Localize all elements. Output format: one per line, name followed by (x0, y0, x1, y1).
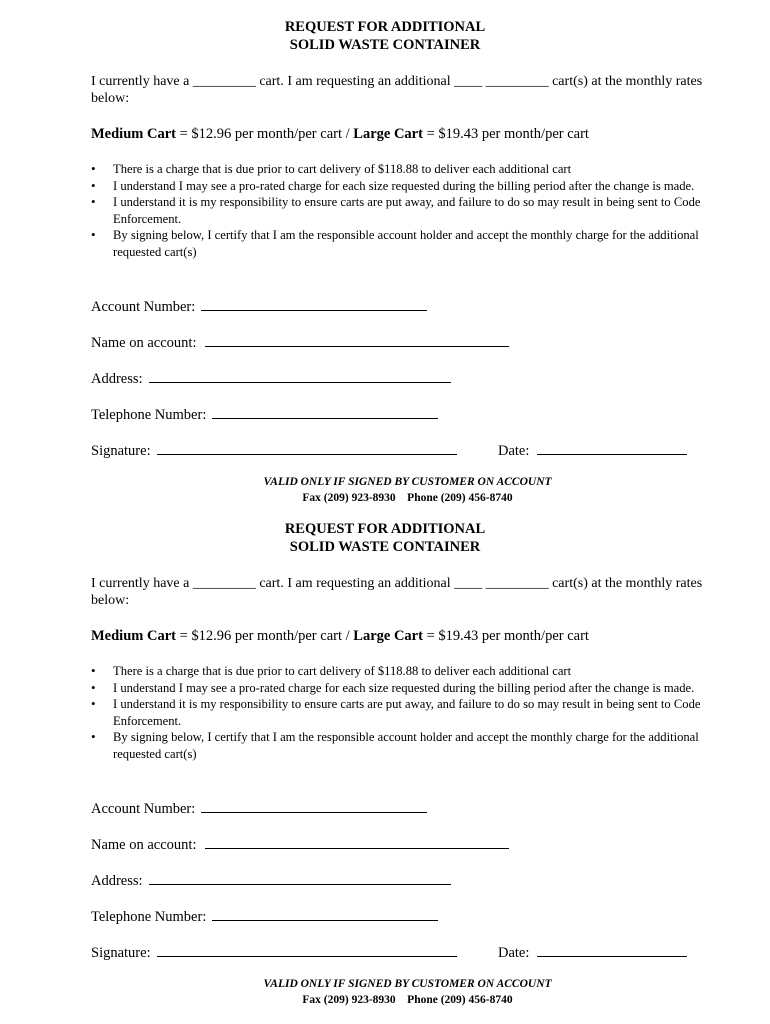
contact-info: Fax (209) 923-8930 Phone (209) 456-8740 (302, 994, 513, 1006)
request-form-2 (0, 520, 770, 1020)
title-line-2: SOLID WASTE CONTAINER (289, 37, 481, 53)
form-title (0, 520, 770, 556)
medium-cart-rate: = $12.96 per month/per cart / (175, 628, 354, 644)
rates-line (91, 628, 589, 645)
telephone-field (91, 908, 438, 926)
date-label: Date: (498, 945, 530, 961)
account-number-line[interactable] (201, 800, 427, 813)
date-label: Date: (498, 443, 530, 459)
address-field (91, 872, 451, 890)
address-label: Address: (91, 873, 143, 889)
rates-line (91, 126, 589, 143)
address-field (91, 370, 451, 388)
form-title (0, 18, 770, 54)
list-item: • There is a charge that is due prior to cart delivery of $118.88 to deliver each additional cart (91, 663, 721, 680)
large-cart-rate: = $19.43 per month/per cart (422, 126, 589, 142)
title-line-1: REQUEST FOR ADDITIONAL (284, 19, 486, 35)
date-field (498, 442, 687, 460)
list-item: • There is a charge that is due prior to cart delivery of $118.88 to deliver each additional cart (91, 161, 721, 178)
address-line[interactable] (149, 872, 451, 885)
name-label: Name on account: (91, 837, 197, 853)
telephone-line[interactable] (212, 406, 438, 419)
large-cart-label: Large Cart (353, 126, 423, 142)
validity-note: VALID ONLY IF SIGNED BY CUSTOMER ON ACCOUNT (263, 978, 552, 990)
account-number-line[interactable] (201, 298, 427, 311)
telephone-line[interactable] (212, 908, 438, 921)
name-line[interactable] (205, 836, 509, 849)
medium-cart-rate: = $12.96 per month/per cart / (175, 126, 354, 142)
signature-field (91, 442, 457, 460)
list-item: • I understand it is my responsibility to ensure carts are put away, and failure to do so may result in being sent to Code Enforcement. (91, 696, 721, 729)
list-item: • By signing below, I certify that I am the responsible account holder and accept the monthly charge for the additional requested cart(s) (91, 227, 721, 260)
telephone-field (91, 406, 438, 424)
terms-list (91, 161, 721, 261)
account-number-label: Account Number: (91, 801, 196, 817)
telephone-label: Telephone Number: (91, 407, 207, 423)
medium-cart-label: Medium Cart (91, 628, 176, 644)
account-number-field (91, 800, 427, 818)
address-line[interactable] (149, 370, 451, 383)
telephone-label: Telephone Number: (91, 909, 207, 925)
address-label: Address: (91, 371, 143, 387)
intro-paragraph: I currently have a _________ cart. I am requesting an additional ____ _________ cart(s) at the monthly rates below: (91, 576, 703, 608)
list-item: • I understand I may see a pro-rated charge for each size requested during the billing period after the change is made. (91, 680, 721, 697)
terms-list (91, 663, 721, 763)
intro-paragraph: I currently have a _________ cart. I am requesting an additional ____ _________ cart(s) at the monthly rates below: (91, 74, 703, 106)
account-number-label: Account Number: (91, 299, 196, 315)
signature-label: Signature: (91, 443, 151, 459)
name-label: Name on account: (91, 335, 197, 351)
large-cart-label: Large Cart (353, 628, 423, 644)
name-field (91, 836, 509, 854)
large-cart-rate: = $19.43 per month/per cart (422, 628, 589, 644)
list-item: • By signing below, I certify that I am the responsible account holder and accept the monthly charge for the additional requested cart(s) (91, 729, 721, 762)
title-line-1: REQUEST FOR ADDITIONAL (284, 521, 486, 537)
medium-cart-label: Medium Cart (91, 126, 176, 142)
list-item: • I understand I may see a pro-rated charge for each size requested during the billing period after the change is made. (91, 178, 721, 195)
list-item: • I understand it is my responsibility to ensure carts are put away, and failure to do so may result in being sent to Code Enforcement. (91, 194, 721, 227)
signature-label: Signature: (91, 945, 151, 961)
validity-note: VALID ONLY IF SIGNED BY CUSTOMER ON ACCOUNT (263, 476, 552, 488)
signature-line[interactable] (157, 442, 457, 455)
name-line[interactable] (205, 334, 509, 347)
signature-field (91, 944, 457, 962)
name-field (91, 334, 509, 352)
title-line-2: SOLID WASTE CONTAINER (289, 539, 481, 555)
date-line[interactable] (537, 944, 687, 957)
date-field (498, 944, 687, 962)
account-number-field (91, 298, 427, 316)
signature-line[interactable] (157, 944, 457, 957)
contact-info: Fax (209) 923-8930 Phone (209) 456-8740 (302, 492, 513, 504)
request-form-1 (0, 18, 770, 508)
date-line[interactable] (537, 442, 687, 455)
